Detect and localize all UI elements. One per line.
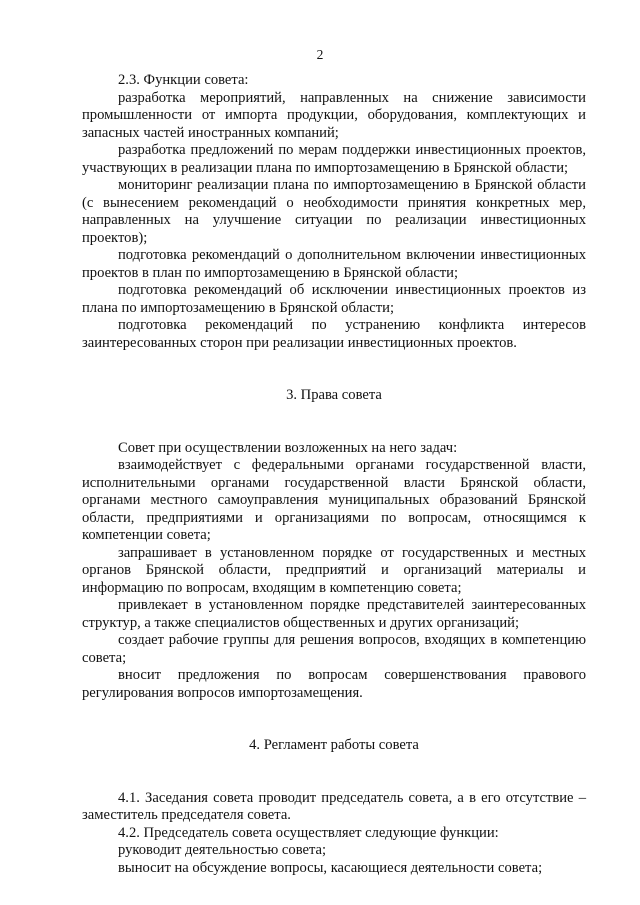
document-body (82, 72, 586, 877)
function-item: подготовка рекомендаций об исключении инвестиционных проектов из плана по импортозамещению в Брянской области; (82, 282, 586, 316)
function-item: мониторинг реализации плана по импортозамещению в Брянской области (с вынесением рекомендаций о необходимости принятия конкретных мер, направленных на улучшение ситуации по реализации инвестиционных проектов); (82, 177, 586, 246)
rights-item: запрашивает в установленном порядке от государственных и местных органов Брянской области, предприятий и организаций материалы и информацию по вопросам, входящим в компетенцию совета; (82, 544, 586, 596)
function-item: разработка предложений по мерам поддержки инвестиционных проектов, участвующих в реализации плана по импортозамещению в Брянской области; (82, 142, 586, 176)
rights-item: взаимодействует с федеральными органами государственной власти, исполнительными органами государственной власти Брянской области, органами местного самоуправления муниципальных образований Брянской области, предприятиями и организациями по вопросам, относящимся к компетенции совета; (82, 457, 586, 543)
function-item: разработка мероприятий, направленных на снижение зависимости промышленности от импорта продукции, оборудования, комплектующих и запасных частей иностранных компаний; (82, 89, 586, 141)
paragraph-4-1: 4.1. Заседания совета проводит председатель совета, а в его отсутствие – заместитель председателя совета. (82, 789, 586, 823)
rights-item: создает рабочие группы для решения вопросов, входящих в компетенцию совета; (82, 632, 586, 666)
page-number: 2 (316, 47, 324, 62)
regulation-item: руководит деятельностью совета; (118, 842, 327, 858)
regulation-item: выносит на обсуждение вопросы, касающиеся деятельности совета; (118, 859, 543, 876)
rights-item: привлекает в установленном порядке представителей заинтересованных структур, а также специалистов общественных и других организаций; (82, 597, 586, 631)
section-4-title: 4. Регламент работы совета (249, 737, 419, 753)
paragraph-4-2: 4.2. Председатель совета осуществляет следующие функции: (118, 824, 499, 841)
function-item: подготовка рекомендаций по устранению конфликта интересов заинтересованных сторон при реализации инвестиционных проектов. (82, 317, 586, 351)
section-2-3-heading: 2.3. Функции совета: (118, 72, 249, 88)
section-3-title: 3. Права совета (286, 387, 382, 403)
section-3-intro: Совет при осуществлении возложенных на него задач: (118, 439, 458, 456)
function-item: подготовка рекомендаций о дополнительном включении инвестиционных проектов в план по импортозамещению в Брянской области; (82, 247, 586, 281)
rights-item: вносит предложения по вопросам совершенствования правового регулирования вопросов импортозамещения. (82, 667, 586, 701)
